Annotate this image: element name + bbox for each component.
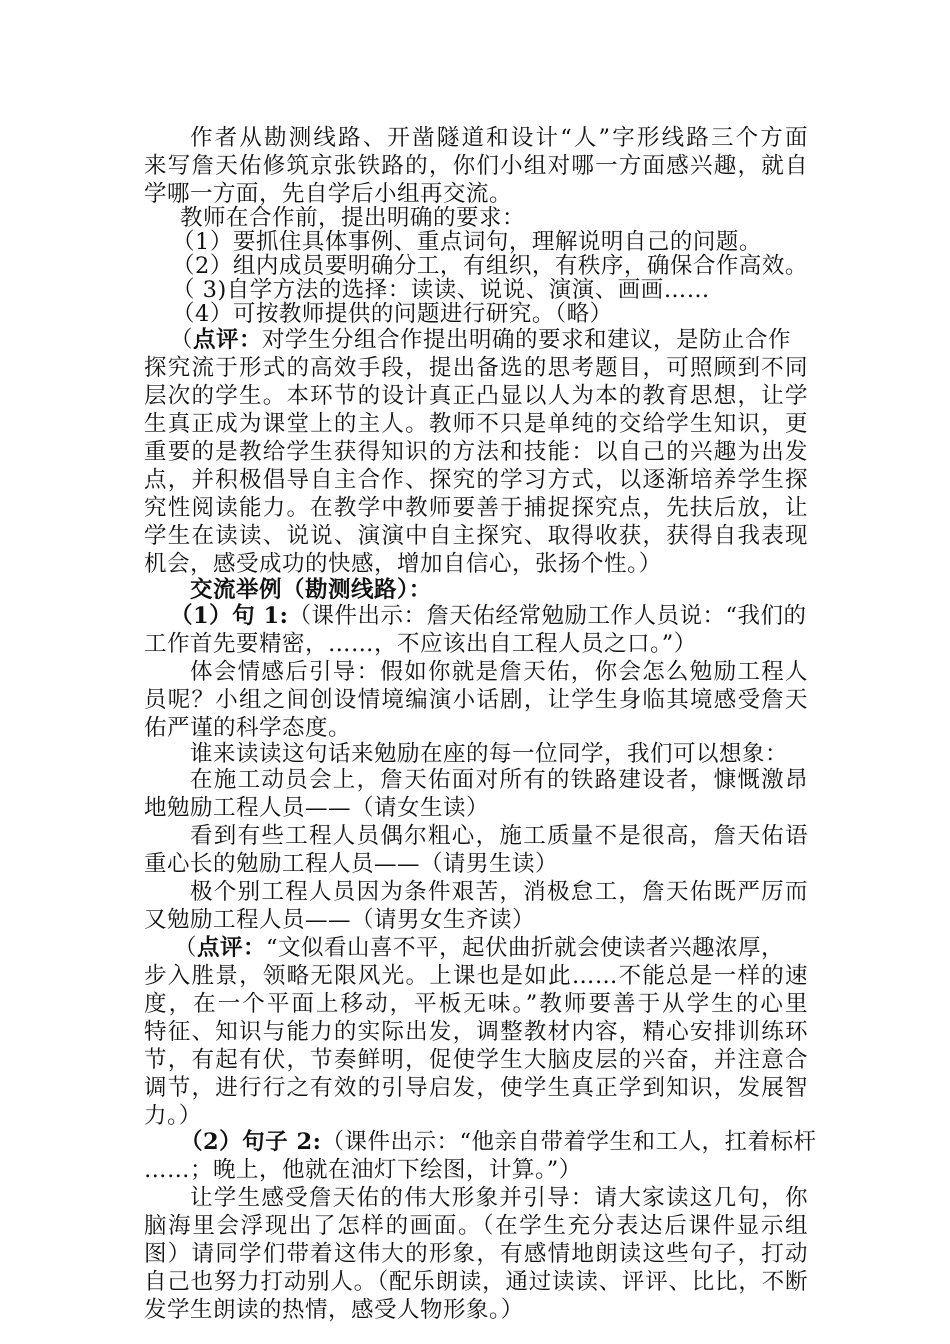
comment-line: 力。） bbox=[144, 1103, 202, 1129]
scene-line: 地勉励工程人员——（请女生读） bbox=[144, 795, 490, 821]
comment-open-paren: （ bbox=[170, 327, 194, 353]
who-reads-line: 谁来读读这句话来勉励在座的每一位同学，我们可以想象： bbox=[190, 741, 789, 767]
comment-line: 学生在读读、说说、演演中自主探究、取得收获，获得自我表现 bbox=[144, 523, 808, 549]
comment-open-paren: （ bbox=[174, 935, 198, 961]
requirement-item: （1）要抓住具体事例、重点词句，理解说明自己的问题。 bbox=[172, 229, 762, 255]
guide-1-line: 佑严谨的科学态度。 bbox=[144, 715, 352, 741]
sentence-2-first-line bbox=[180, 1128, 816, 1156]
scene-line: 在施工动员会上，詹天佑面对所有的铁路建设者，慷慨激昂 bbox=[190, 767, 808, 793]
scene-line: 又勉励工程人员——（请男女生齐读） bbox=[144, 907, 536, 933]
comment-line: 调节，进行行之有效的引导启发，使学生真正学到知识，发展智 bbox=[144, 1075, 808, 1101]
guide-2-line: 脑海里会浮现出了怎样的画面。（在学生充分表达后课件显示组 bbox=[144, 1213, 808, 1239]
sentence-1-line: 工作首先要精密，……，不应该出自工程人员之口。”） bbox=[144, 631, 697, 657]
requirements-lead: 教师在合作前，提出明确的要求： bbox=[180, 205, 526, 231]
comment-first-line bbox=[174, 934, 784, 962]
sentence-1-label: （1）句 1: bbox=[170, 603, 289, 629]
comment-line: 度，在一个平面上移动，平板无味。”教师要善于从学生的心里 bbox=[144, 991, 808, 1017]
scene-line: 重心长的勉励工程人员——（请男生读） bbox=[144, 851, 559, 877]
comment-line: 点，并积极倡导自主合作、探究的学习方式，以逐渐培养学生探 bbox=[144, 467, 808, 493]
comment-line: 步入胜景，领略无限风光。上课也是如此……不能总是一样的速 bbox=[144, 963, 808, 989]
scene-line: 看到有些工程人员偶尔粗心，施工质量不是很高，詹天佑语 bbox=[190, 823, 808, 849]
exchange-heading: 交流举例（勘测线路）： bbox=[190, 577, 432, 603]
guide-2-line: 自己也努力打动别人。（配乐朗读，通过读读、评评、比比，不断 bbox=[144, 1269, 808, 1295]
guide-2-line: 图）请同学们带着这伟大的形象，有感情地朗读这些句子，打动 bbox=[144, 1241, 808, 1267]
guide-2-line: 让学生感受詹天佑的伟大形象并引导：请大家读这几句，你 bbox=[190, 1185, 808, 1211]
requirement-item: （4）可按教师提供的问题进行研究。（略） bbox=[172, 301, 613, 327]
guide-2-line: 发学生朗读的热情，感受人物形象。） bbox=[144, 1297, 524, 1323]
guide-1-line: 体会情感后引导：假如你就是詹天佑，你会怎么勉励工程人 bbox=[190, 659, 808, 685]
intro-line: 学哪一方面，先自学后小组再交流。 bbox=[144, 181, 513, 207]
comment-first-line bbox=[170, 326, 791, 354]
comment-line: 层次的学生。本环节的设计真正凸显以人为本的教育思想，让学 bbox=[144, 383, 808, 409]
intro-line: 作者从勘测线路、开凿隧道和设计“人”字形线路三个方面 bbox=[190, 125, 808, 151]
guide-1-line: 员呢？小组之间创设情境编演小话剧，让学生身临其境感受詹天 bbox=[144, 687, 808, 713]
comment-line: 究性阅读能力。在教学中教师要善于捕捉探究点，先扶后放，让 bbox=[144, 495, 808, 521]
comment-text: “文似看山喜不平，起伏曲折就会使读者兴趣浓厚， bbox=[266, 935, 785, 961]
sentence-2-text: （课件出示：“他亲自带着学生和工人，扛着标杆 bbox=[321, 1129, 817, 1155]
requirement-item: （ 3)自学方法的选择：读读、说说、演演、画画…… bbox=[172, 277, 710, 303]
comment-line: 生真正成为课堂上的主人。教师不只是单纯的交给学生知识，更 bbox=[144, 411, 808, 437]
requirement-item: （2）组内成员要明确分工，有组织，有秩序，确保合作高效。 bbox=[172, 253, 808, 279]
comment-label: 点评： bbox=[197, 935, 267, 961]
sentence-1-first-line bbox=[170, 602, 806, 630]
sentence-2-line: ……；晚上，他就在油灯下绘图，计算。”） bbox=[144, 1157, 582, 1183]
comment-line: 重要的是教给学生获得知识的方法和技能：以自己的兴趣为出发 bbox=[144, 439, 808, 465]
comment-line: 探究流于形式的高效手段，提出备选的思考题目，可照顾到不同 bbox=[144, 355, 808, 381]
scene-line: 极个别工程人员因为条件艰苦，消极怠工，詹天佑既严厉而 bbox=[190, 879, 808, 905]
sentence-2-label: （2）句子 2: bbox=[180, 1129, 322, 1155]
sentence-1-text: （课件出示：詹天佑经常勉励工作人员说：“我们的 bbox=[288, 603, 807, 629]
intro-line: 来写詹天佑修筑京张铁路的，你们小组对哪一方面感兴趣，就自 bbox=[144, 153, 808, 179]
comment-line: 机会，感受成功的快感，增加自信心，张扬个性。） bbox=[144, 551, 662, 577]
comment-line: 特征、知识与能力的实际出发，调整教材内容，精心安排训练环 bbox=[144, 1019, 808, 1045]
comment-label: 点评： bbox=[193, 327, 263, 353]
comment-line: 节，有起有伏，节奏鲜明，促使学生大脑皮层的兴奋，并注意合 bbox=[144, 1047, 808, 1073]
comment-text: 对学生分组合作提出明确的要求和建议，是防止合作 bbox=[262, 327, 792, 353]
